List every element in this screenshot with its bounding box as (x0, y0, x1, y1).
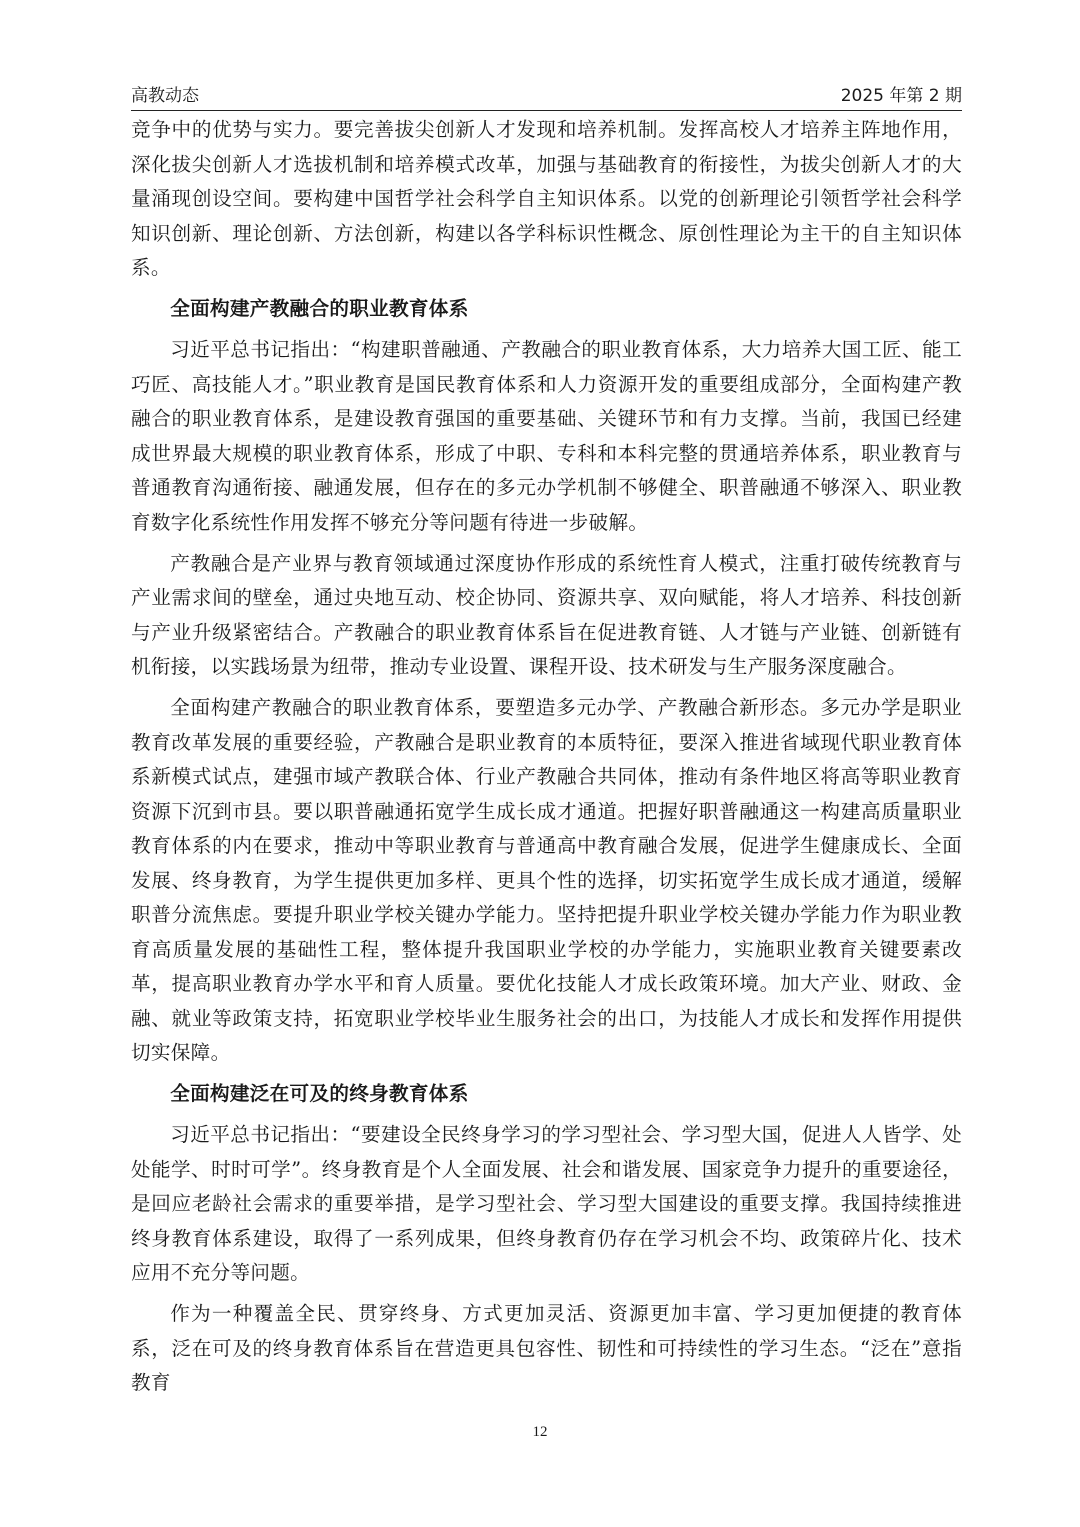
paragraph: 习近平总书记指出：“构建职普融通、产教融合的职业教育体系，大力培养大国工匠、能工巧匠、高技能人才。”职业教育是国民教育体系和人力资源开发的重要组成部分，全面构建产教融合的职业教育体系，是建设教育强国的重要基础、关键环节和有力支撑。当前，我国已经建成世界最大规模的职业教育体系，形成了中职、专科和本科完整的贯通培养体系，职业教育与普通教育沟通衔接、融通发展，但存在的多元办学机制不够健全、职普融通不够深入、职业教育数字化系统性作用发挥不够充分等问题有待进一步破解。 (131, 338, 962, 534)
section-heading-vocational: 全面构建产教融合的职业教育体系 (170, 297, 469, 320)
running-header (131, 78, 962, 111)
issue-number: 2025 年第 2 期 (840, 86, 962, 106)
paragraph: 习近平总书记指出：“要建设全民终身学习的学习型社会、学习型大国，促进人人皆学、处处能学、时时可学”。终身教育是个人全面发展、社会和谐发展、国家竞争力提升的重要途径，是回应老龄社会需求的重要举措，是学习型社会、学习型大国建设的重要支撑。我国持续推进终身教育体系建设，取得了一系列成果，但终身教育仍存在学习机会不均、政策碎片化、技术应用不充分等问题。 (131, 1123, 962, 1284)
journal-title: 高教动态 (131, 86, 199, 106)
paragraph: 产教融合是产业界与教育领域通过深度协作形成的系统性育人模式，注重打破传统教育与产业需求间的壁垒，通过央地互动、校企协同、资源共享、双向赋能，将人才培养、科技创新与产业升级紧密结合。产教融合的职业教育体系旨在促进教育链、人才链与产业链、创新链有机衔接，以实践场景为纽带，推动专业设置、课程开设、技术研发与生产服务深度融合。 (131, 551, 962, 678)
article-body (131, 113, 962, 1407)
section-heading-lifelong: 全面构建泛在可及的终身教育体系 (170, 1082, 469, 1105)
paragraph: 作为一种覆盖全民、贯穿终身、方式更加灵活、资源更加丰富、学习更加便捷的教育体系，泛在可及的终身教育体系旨在营造更具包容性、韧性和可持续性的学习生态。“泛在”意指教育 (131, 1302, 962, 1394)
paragraph: 全面构建产教融合的职业教育体系，要塑造多元办学、产教融合新形态。多元办学是职业教育改革发展的重要经验，产教融合是职业教育的本质特征，要深入推进省域现代职业教育体系新模式试点，建强市域产教联合体、行业产教融合共同体，推动有条件地区将高等职业教育资源下沉到市县。要以职普融通拓宽学生成长成才通道。把握好职普融通这一构建高质量职业教育体系的内在要求，推动中等职业教育与普通高中教育融合发展，促进学生健康成长、全面发展、终身教育，为学生提供更加多样、更具个性的选择，切实拓宽学生成长成才通道，缓解职普分流焦虑。要提升职业学校关键办学能力。坚持把提升职业学校关键办学能力作为职业教育高质量发展的基础性工程，整体提升我国职业学校的办学能力，实施职业教育关键要素改革，提高职业教育办学水平和育人质量。要优化技能人才成长政策环境。加大产业、财政、金融、就业等政策支持，拓宽职业学校毕业生服务社会的出口，为技能人才成长和发挥作用提供切实保障。 (131, 696, 962, 1064)
page-number: 12 (532, 1424, 548, 1440)
paragraph-continued: 竞争中的优势与实力。要完善拔尖创新人才发现和培养机制。发挥高校人才培养主阵地作用，深化拔尖创新人才选拔机制和培养模式改革，加强与基础教育的衔接性，为拔尖创新人才的大量涌现创设空间。要构建中国哲学社会科学自主知识体系。以党的创新理论引领哲学社会科学知识创新、理论创新、方法创新，构建以各学科标识性概念、原创性理论为主干的自主知识体系。 (131, 118, 962, 279)
